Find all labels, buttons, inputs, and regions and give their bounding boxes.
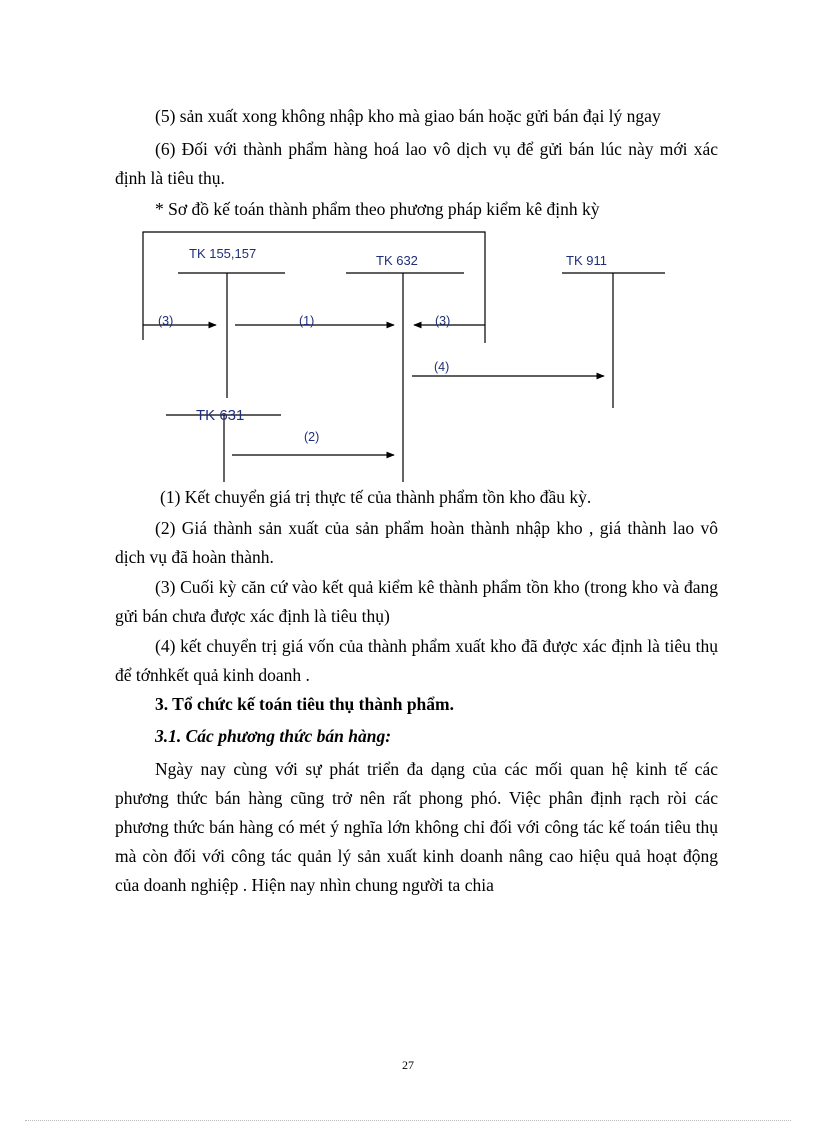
paragraph-item-6: (6) Đối với thành phẩm hàng hoá lao vô dịch vụ để gửi bán lúc này mới xác định là tiêu thụ. <box>115 139 718 188</box>
page-number: 27 <box>402 1058 414 1072</box>
arrow-1-label: (1) <box>299 314 315 328</box>
diagram-caption: * Sơ đồ kế toán thành phẩm theo phương pháp kiểm kê định kỳ <box>155 199 600 219</box>
tk911-label: TK 911 <box>566 253 607 268</box>
legend-item-4: (4) kết chuyển trị giá vốn của thành phẩm xuất kho đã được xác định là tiêu thụ để tớnhkết quả kinh doanh . <box>115 636 718 685</box>
page-bottom-divider <box>25 1120 791 1121</box>
tk631-label: TK 631 <box>196 407 245 424</box>
section-heading-3: 3. Tổ chức kế toán tiêu thụ thành phẩm. <box>155 694 454 714</box>
paragraph-item-5: (5) sản xuất xong không nhập kho mà giao bán hoặc gửi bán đại lý ngay <box>155 106 661 126</box>
legend-item-1: (1) Kết chuyển giá trị thực tế của thành phẩm tồn kho đầu kỳ. <box>160 487 592 507</box>
body-paragraph: Ngày nay cùng với sự phát triển đa dạng của các mối quan hệ kinh tế các phương thức bán hàng cũng trở nên rất phong phó. Việc phân định rạch ròi các phương thức bán hàng có mét ý nghĩa lớn không chỉ đối với công tác kế toán tiêu thụ mà còn đối với công tác quản lý sản xuất kinh doanh nâng cao hiệu quả hoạt động của doanh nghiệp . Hiện nay nhìn chung người ta chia <box>115 759 718 895</box>
arrow-2-label: (2) <box>304 430 320 444</box>
tk632-label: TK 632 <box>376 253 418 268</box>
tk155-label: TK 155,157 <box>189 246 257 261</box>
arrow-3-left-label: (3) <box>158 314 174 328</box>
section-heading-3-1: 3.1. Các phương thức bán hàng: <box>155 726 392 746</box>
legend-item-3: (3) Cuối kỳ căn cứ vào kết quả kiểm kê thành phẩm tồn kho (trong kho và đang gửi bán chưa được xác định là tiêu thụ) <box>115 577 718 626</box>
arrow-4-label: (4) <box>434 360 450 374</box>
legend-item-2: (2) Giá thành sản xuất của sản phẩm hoàn thành nhập kho , giá thành lao vô dịch vụ đã hoàn thành. <box>115 518 718 567</box>
arrow-3-right-label: (3) <box>435 314 451 328</box>
